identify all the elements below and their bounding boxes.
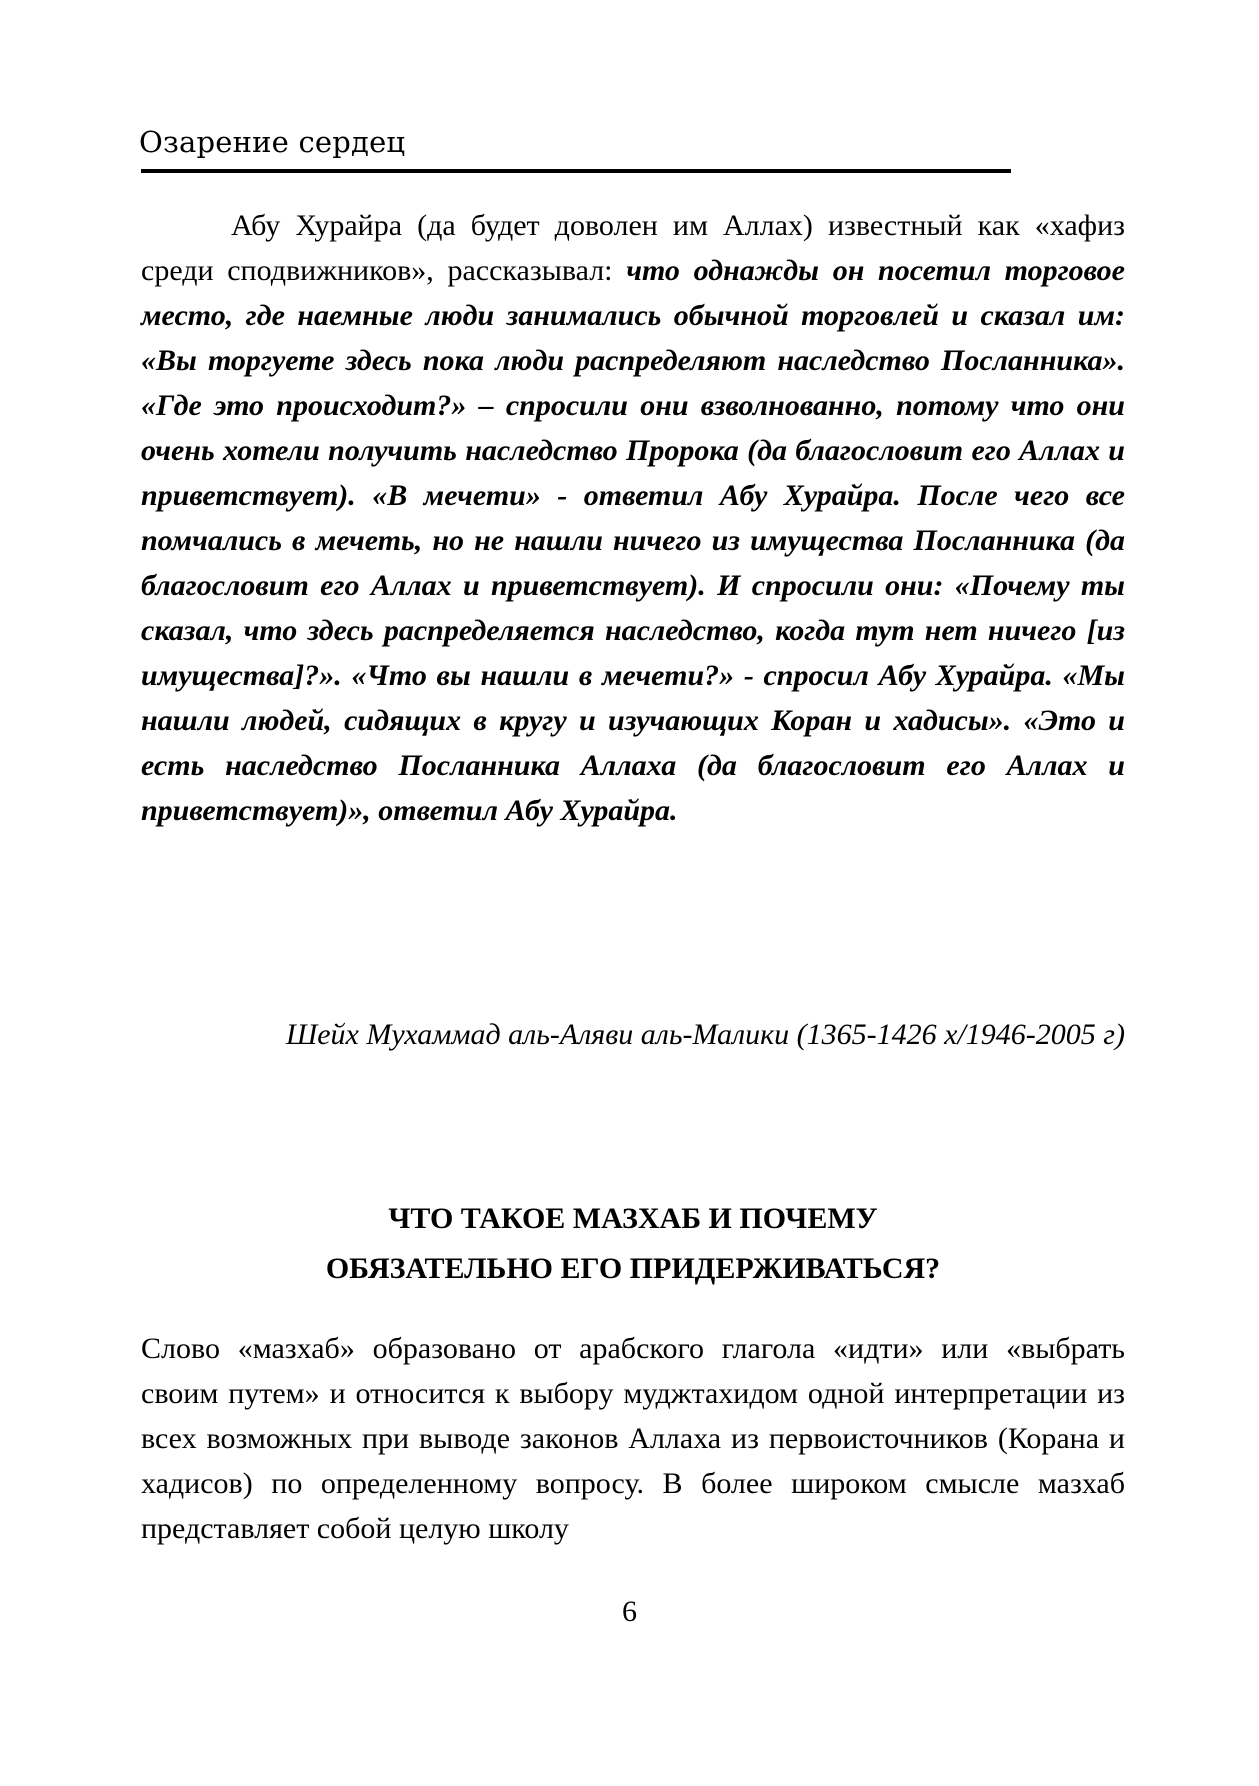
header-rule	[141, 169, 1011, 173]
story-quote: что однажды он посетил торговое место, где наемные люди занимались обычной торговлей и сказал им: «Вы торгуете здесь пока люди распределяют наследство Посланника». «Где это происходит?» – спросили они взволнованно, потому что они очень хотели получить наследство Пророка (да благословит его Аллах и приветствует). «В мечети» - ответил Абу Хурайра. После чего все помчались в мечеть, но не нашли ничего из имущества Посланника (да благословит его Аллах и приветствует). И спросили они: «Почему ты сказал, что здесь распределяется наследство, когда тут нет ничего [из имущества]?». «Что вы нашли в мечети?» - спросил Абу Хурайра. «Мы нашли людей, сидящих в кругу и изучающих Коран и хадисы». «Это и есть наследство Посланника Аллаха (да благословит его Аллах и приветствует)», ответил Абу Хурайра.	[141, 254, 1126, 827]
section-body-paragraph: Слово «мазхаб» образовано от арабского глагола «идти» или «выбрать своим путем» и относится к выбору муджтахидом одной интерпретации из всех возможных при выводе законов Аллаха из первоисточников (Корана и хадисов) по определенному вопросу. В более широком смысле мазхаб представляет собой целую школу	[141, 1332, 1125, 1545]
running-header-title: Озарение сердец	[139, 125, 406, 159]
section-heading-line-1: ЧТО ТАКОЕ МАЗХАБ И ПОЧЕМУ	[388, 1202, 878, 1235]
story-paragraph	[141, 203, 1125, 833]
section-heading	[141, 1194, 1125, 1294]
page-number: 6	[622, 1595, 637, 1628]
story-intro: Абу Хурайра (да будет доволен им Аллах) известный как «хафиз среди сподвижников», рассказывал:	[141, 209, 1125, 287]
section-heading-line-2: ОБЯЗАТЕЛЬНО ЕГО ПРИДЕРЖИВАТЬСЯ?	[325, 1252, 941, 1285]
story-attribution: Шейх Мухаммад аль-Аляви аль-Малики (1365-1426 х/1946-2005 г)	[285, 1018, 1125, 1051]
